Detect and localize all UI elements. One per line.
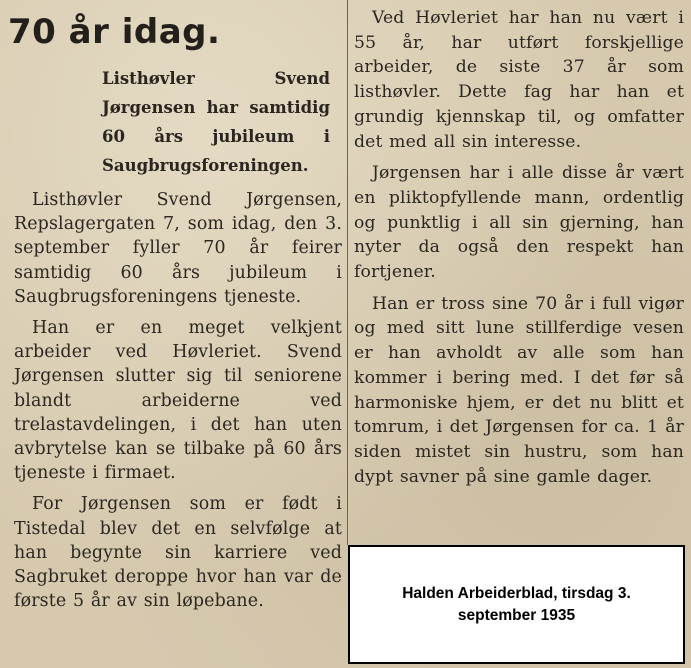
column-divider xyxy=(347,0,348,545)
right-column-body xyxy=(354,6,684,489)
source-caption: Halden Arbeiderblad, tirsdag 3. september 1935 xyxy=(402,584,631,624)
article-headline: 70 år idag. xyxy=(8,12,221,52)
paragraph-right-2: Jørgensen har i alle disse år vært en pliktopfyllende mann, ordentlig og punktlig i all sin gjerning, han nyter da også den respekt han fortjener. xyxy=(354,163,684,283)
paragraph-left-3: For Jørgensen som er født i Tistedal blev det en selvfølge at han begynte sin karriere ved Sagbruket deroppe hvor han var de første 5 år av sin løpebane. xyxy=(14,494,342,612)
paragraph-right-3: Han er tross sine 70 år i full vigør og med sitt lune stillferdige vesen er han avholdt av alle som han kommer i bering med. I det før så harmoniske hjem, er det nu blitt et tomrum, i det Jørgensen for ca. 1 år siden mistet sin hustru, som han dypt savner på sine gamle dager. xyxy=(354,293,684,487)
right-column xyxy=(354,6,684,489)
left-column xyxy=(8,6,342,613)
left-column-body xyxy=(14,188,342,613)
article-subheadline: Listhøvler Svend Jørgensen har samtidig 60 års jubileum i Saugbrugsforeningen. xyxy=(102,69,330,175)
paragraph-left-1: Listhøvler Svend Jørgensen, Repslagergaten 7, som idag, den 3. september fyller 70 år feirer samtidig 60 års jubileum i Saugbrugsforeningens tjeneste. xyxy=(14,190,342,307)
paragraph-right-1: Ved Høvleriet har han nu vært i 55 år, har utført forskjellige arbeider, de siste 37 år som listhøvler. Dette fag har han et grundig kjennskap til, og omfatter det med all sin interesse. xyxy=(354,8,684,152)
source-caption-box xyxy=(348,545,685,664)
paragraph-left-2: Han er en meget velkjent arbeider ved Høvleriet. Svend Jørgensen slutter sig til seniorene blandt arbeiderne ved trelastavdelingen, i det han uten avbrytelse kan se tilbake på 60 års tjeneste i firmaet. xyxy=(14,318,342,484)
